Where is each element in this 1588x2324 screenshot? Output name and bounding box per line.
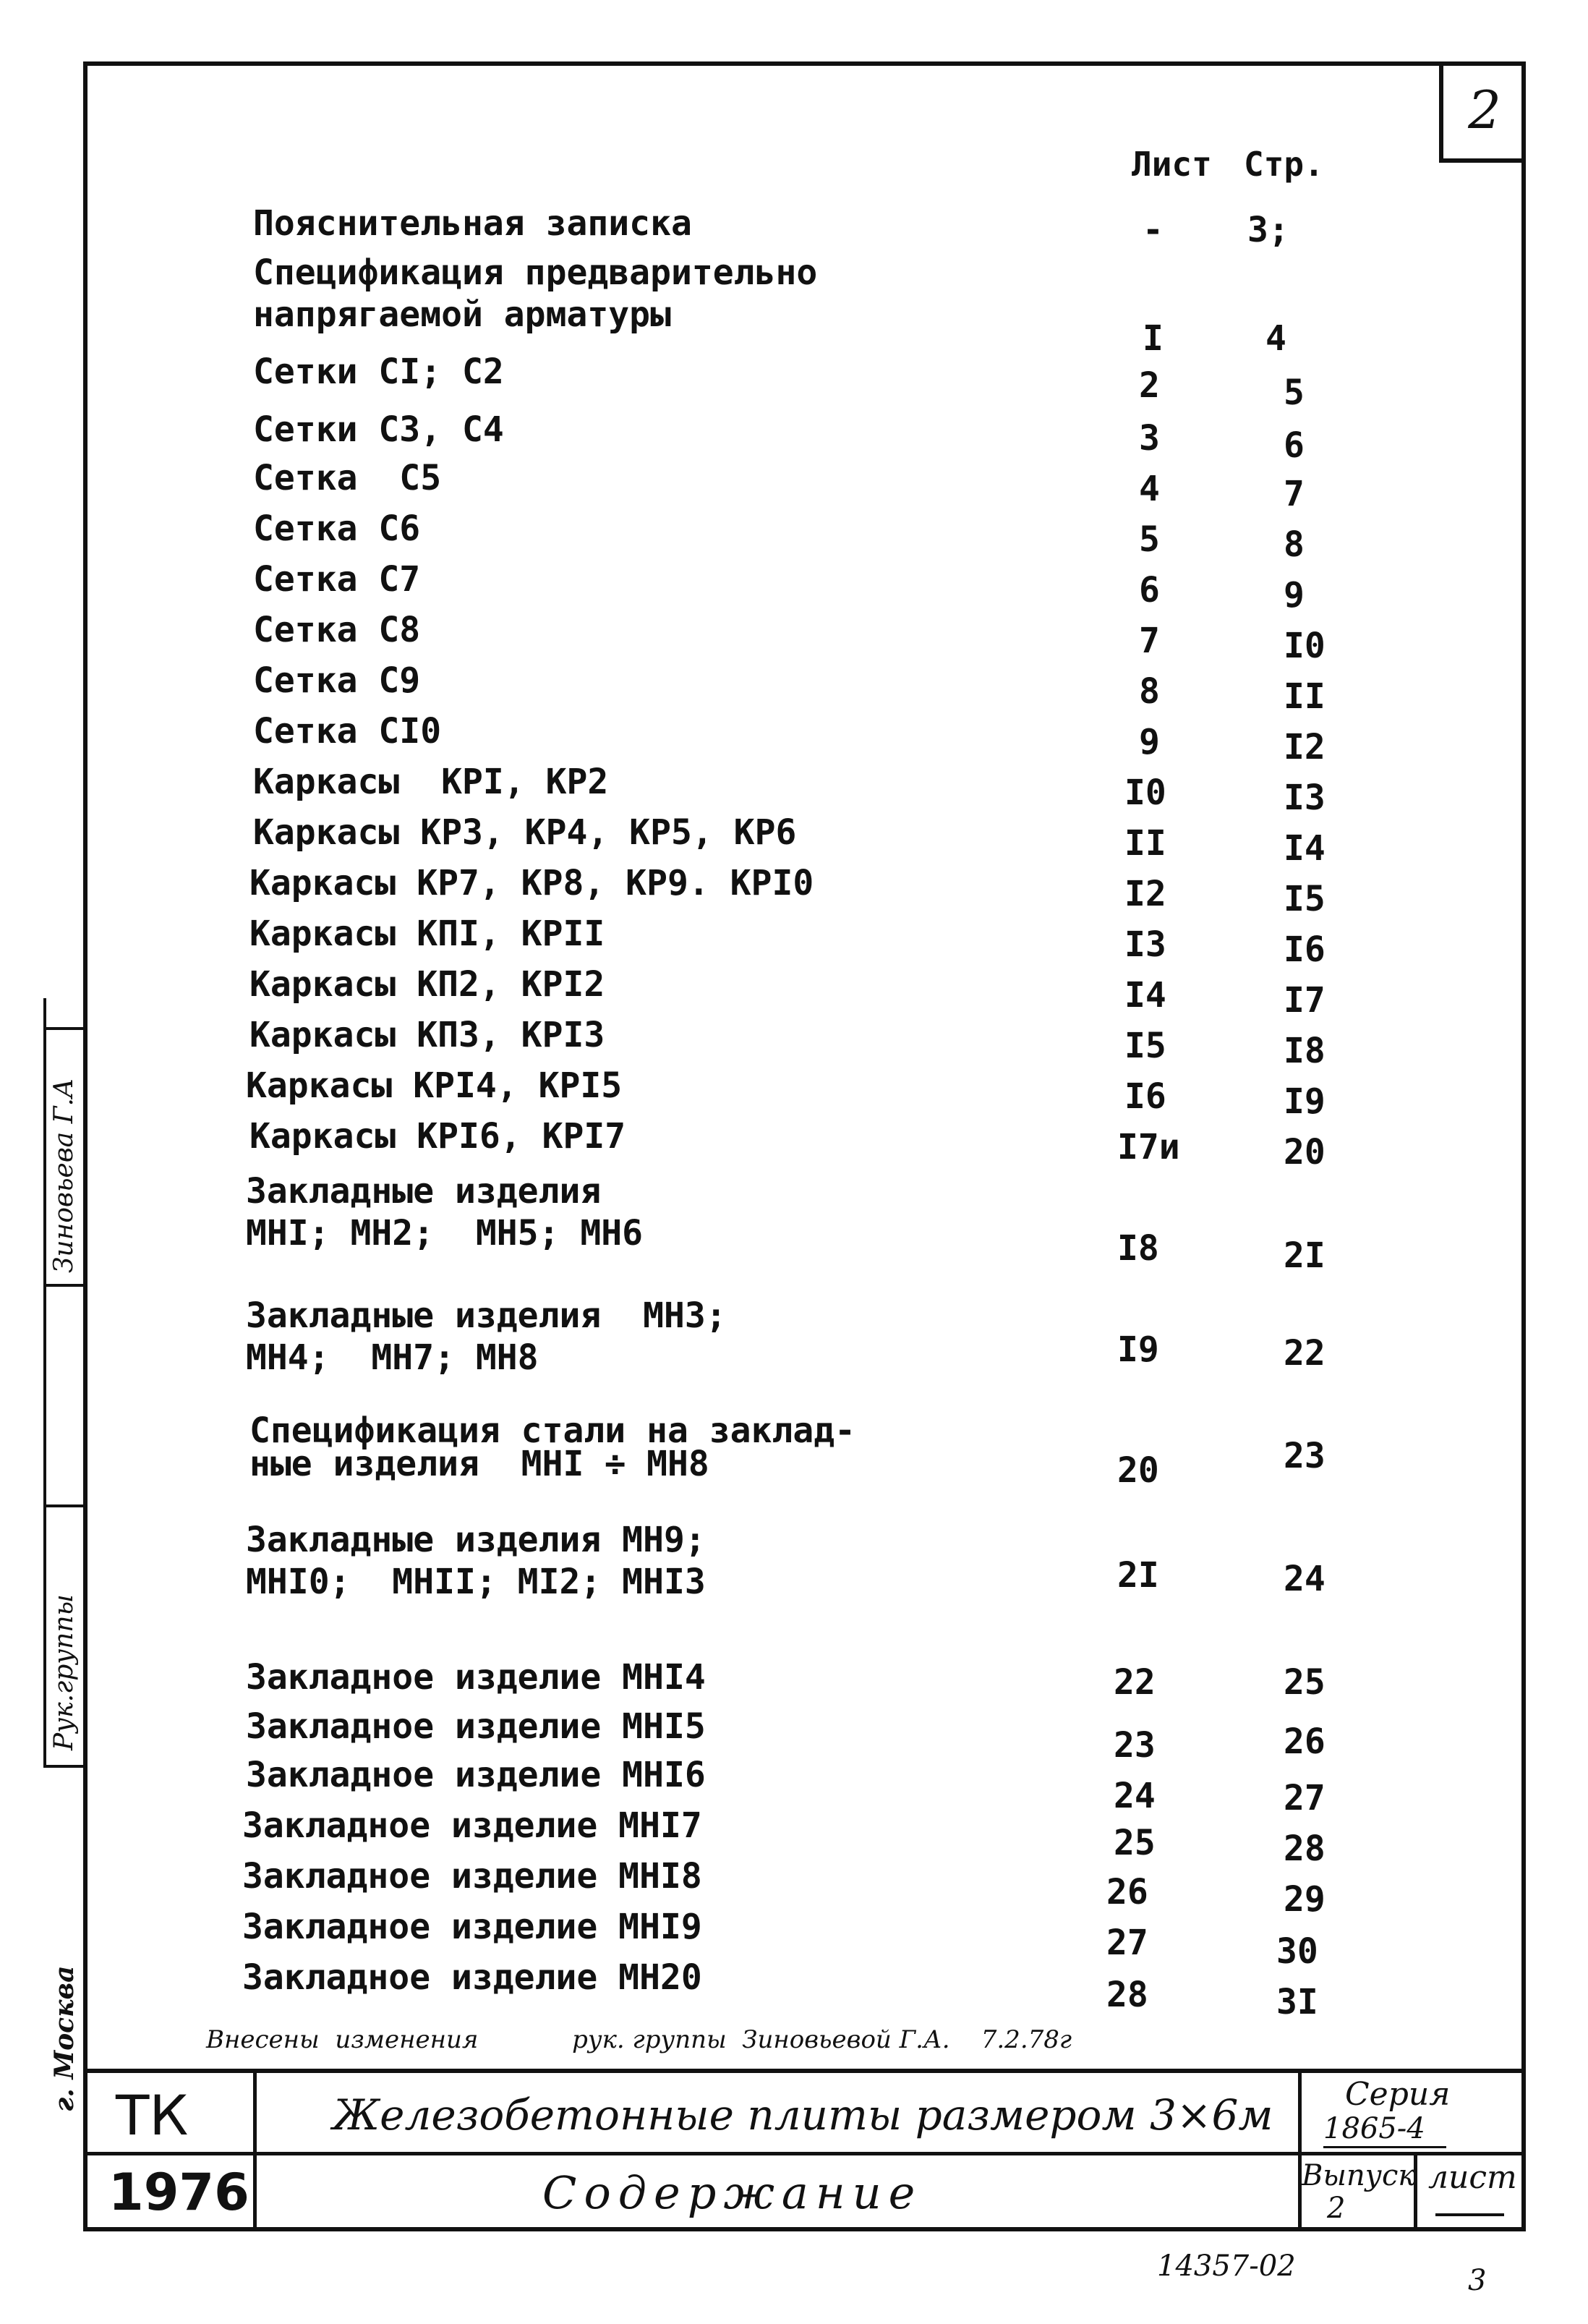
- toc-page: 22: [1284, 1333, 1326, 1374]
- toc-sheet: I8: [1117, 1228, 1159, 1269]
- toc-item: Сетки С3, С4: [253, 409, 504, 450]
- toc-page: 8: [1284, 524, 1305, 565]
- toc-sheet: 22: [1114, 1662, 1156, 1703]
- toc-sheet: I6: [1124, 1076, 1166, 1117]
- toc-item: Каркасы КР7, КР8, КР9. КРI0: [249, 863, 814, 903]
- stamp-role: Рук.группы: [49, 1594, 79, 1750]
- column-header-page: Стр.: [1244, 145, 1324, 184]
- toc-page: 2I: [1284, 1235, 1326, 1276]
- series-value: 1865-4: [1323, 2112, 1425, 2145]
- title-block-divider: [1298, 2069, 1302, 2231]
- toc-item: Каркасы КРI4, КРI5: [246, 1065, 623, 1106]
- toc-page: 3I: [1276, 1982, 1318, 2022]
- toc-page: 5: [1284, 373, 1305, 413]
- inventory-number: 14357-02: [1157, 2249, 1296, 2283]
- toc-item: Каркасы КРI6, КРI7: [249, 1116, 626, 1157]
- toc-item: Сетка С8: [253, 610, 421, 650]
- toc-page: I2: [1284, 727, 1326, 767]
- toc-sheet: II: [1124, 823, 1166, 864]
- toc-sheet: 24: [1114, 1776, 1156, 1816]
- sheet-label: лист: [1428, 2159, 1517, 2196]
- toc-item: Спецификация предварительно напрягаемой арматуры: [253, 252, 818, 335]
- stamp-name: Зиновьева Г.А: [49, 1078, 79, 1273]
- footer-page-number: 3: [1468, 2264, 1487, 2297]
- toc-page: I8: [1284, 1031, 1326, 1071]
- toc-page: 6: [1284, 425, 1305, 466]
- toc-item: Закладное изделие МН20: [242, 1957, 702, 1998]
- title-block-divider: [253, 2069, 257, 2231]
- toc-sheet: I9: [1117, 1329, 1159, 1370]
- toc-item: Закладное изделие МНI9: [242, 1907, 702, 1947]
- toc-sheet: 8: [1139, 671, 1160, 712]
- toc-page: 24: [1284, 1559, 1326, 1599]
- toc-item: Сетка С9: [253, 660, 421, 701]
- document-subtitle: Содержание: [542, 2166, 923, 2219]
- toc-page: I9: [1284, 1081, 1326, 1122]
- toc-sheet: 2: [1139, 365, 1160, 406]
- toc-page: I0: [1284, 626, 1326, 666]
- toc-item: Закладное изделие МНI6: [246, 1755, 706, 1795]
- toc-sheet: I0: [1124, 772, 1166, 813]
- column-header-sheet: Лист: [1132, 145, 1212, 184]
- toc-sheet: 23: [1114, 1725, 1156, 1766]
- toc-item: Пояснительная записка: [253, 203, 692, 244]
- toc-sheet: -: [1143, 210, 1164, 250]
- toc-page: 9: [1284, 575, 1305, 616]
- toc-page: 30: [1276, 1931, 1318, 1972]
- stamp-border: [43, 998, 46, 1765]
- toc-page: I3: [1284, 778, 1326, 818]
- toc-page: 25: [1284, 1662, 1326, 1703]
- toc-page: 20: [1284, 1132, 1326, 1172]
- toc-page: 4: [1265, 318, 1286, 359]
- toc-item: Сетка С7: [253, 559, 421, 600]
- sheet-corner-number: 2: [1439, 61, 1526, 163]
- toc-sheet: I7и: [1117, 1127, 1180, 1167]
- toc-item: Сетка С5: [253, 458, 442, 498]
- toc-sheet: I5: [1124, 1026, 1166, 1066]
- toc-page: 29: [1284, 1879, 1326, 1920]
- toc-sheet: 5: [1139, 519, 1160, 560]
- toc-sheet: 20: [1117, 1450, 1159, 1491]
- toc-item: Закладные изделия МНI; МН2; МН5; МН6: [246, 1171, 644, 1253]
- stamp-city: г. Москва: [49, 1965, 80, 2112]
- toc-item: Каркасы КПI, КРII: [249, 914, 605, 954]
- toc-page: I5: [1284, 879, 1326, 919]
- document-code: ТК: [116, 2083, 189, 2148]
- stamp-divider: [43, 1765, 83, 1768]
- toc-sheet: 4: [1139, 469, 1160, 509]
- series-label: Серия: [1345, 2076, 1451, 2113]
- toc-sheet: I4: [1124, 975, 1166, 1016]
- toc-item: Сетка С6: [253, 508, 421, 549]
- toc-sheet: I: [1143, 318, 1164, 359]
- issue-label: Выпуск: [1302, 2159, 1416, 2192]
- toc-item: Каркасы КП2, КРI2: [249, 964, 605, 1005]
- stamp-divider: [43, 1027, 83, 1030]
- toc-sheet: 27: [1106, 1923, 1148, 1963]
- revision-note: Внесены изменения рук. группы Зиновьевой Г.А. 7.2.78г: [206, 2025, 1072, 2054]
- document-year: 1976: [108, 2163, 249, 2222]
- toc-page: 3;: [1247, 210, 1289, 250]
- toc-page: 28: [1284, 1829, 1326, 1869]
- issue-value: 2: [1327, 2192, 1346, 2225]
- toc-page: 23: [1284, 1436, 1326, 1476]
- toc-page: 7: [1284, 474, 1305, 514]
- toc-page: 26: [1284, 1721, 1326, 1762]
- toc-sheet: 2I: [1117, 1555, 1159, 1596]
- toc-sheet: 26: [1106, 1872, 1148, 1912]
- stamp-divider: [43, 1504, 83, 1507]
- toc-item: Сетки СI; С2: [253, 352, 504, 392]
- toc-sheet: 25: [1114, 1823, 1156, 1863]
- document-title: Железобетонные плиты размером 3×6м: [333, 2090, 1273, 2140]
- toc-item: Сетка СI0: [253, 711, 442, 752]
- toc-item: Спецификация стали на заклад- ные изделия МНI ÷ МН8: [249, 1410, 856, 1484]
- title-block-divider: [83, 2152, 1526, 2155]
- toc-item: Каркасы КРI, КР2: [253, 762, 609, 802]
- toc-sheet: 3: [1139, 418, 1160, 459]
- sheet-value-dash: [1435, 2213, 1504, 2216]
- toc-sheet: 28: [1106, 1975, 1148, 2015]
- toc-sheet: 7: [1139, 621, 1160, 661]
- toc-page: I4: [1284, 828, 1326, 869]
- toc-page: I6: [1284, 929, 1326, 970]
- stamp-divider: [43, 1284, 83, 1287]
- toc-item: Закладные изделия МН3; МН4; МН7; МН8: [246, 1295, 727, 1378]
- toc-item: Закладные изделия МН9; МНI0; МНII; МI2; МНI3: [246, 1520, 706, 1602]
- toc-sheet: I3: [1124, 924, 1166, 965]
- toc-page: 27: [1284, 1778, 1326, 1818]
- series-underline: [1323, 2146, 1446, 2148]
- toc-item: Закладное изделие МНI5: [246, 1706, 706, 1747]
- toc-item: Закладное изделие МНI4: [246, 1657, 706, 1698]
- toc-sheet: 9: [1139, 722, 1160, 762]
- toc-item: Каркасы КП3, КРI3: [249, 1015, 605, 1055]
- toc-page: II: [1284, 676, 1326, 717]
- toc-page: I7: [1284, 980, 1326, 1021]
- toc-item: Закладное изделие МНI8: [242, 1856, 702, 1897]
- toc-item: Закладное изделие МНI7: [242, 1805, 702, 1846]
- toc-item: Каркасы КР3, КР4, КР5, КР6: [253, 812, 797, 853]
- toc-sheet: I2: [1124, 874, 1166, 914]
- toc-sheet: 6: [1139, 570, 1160, 610]
